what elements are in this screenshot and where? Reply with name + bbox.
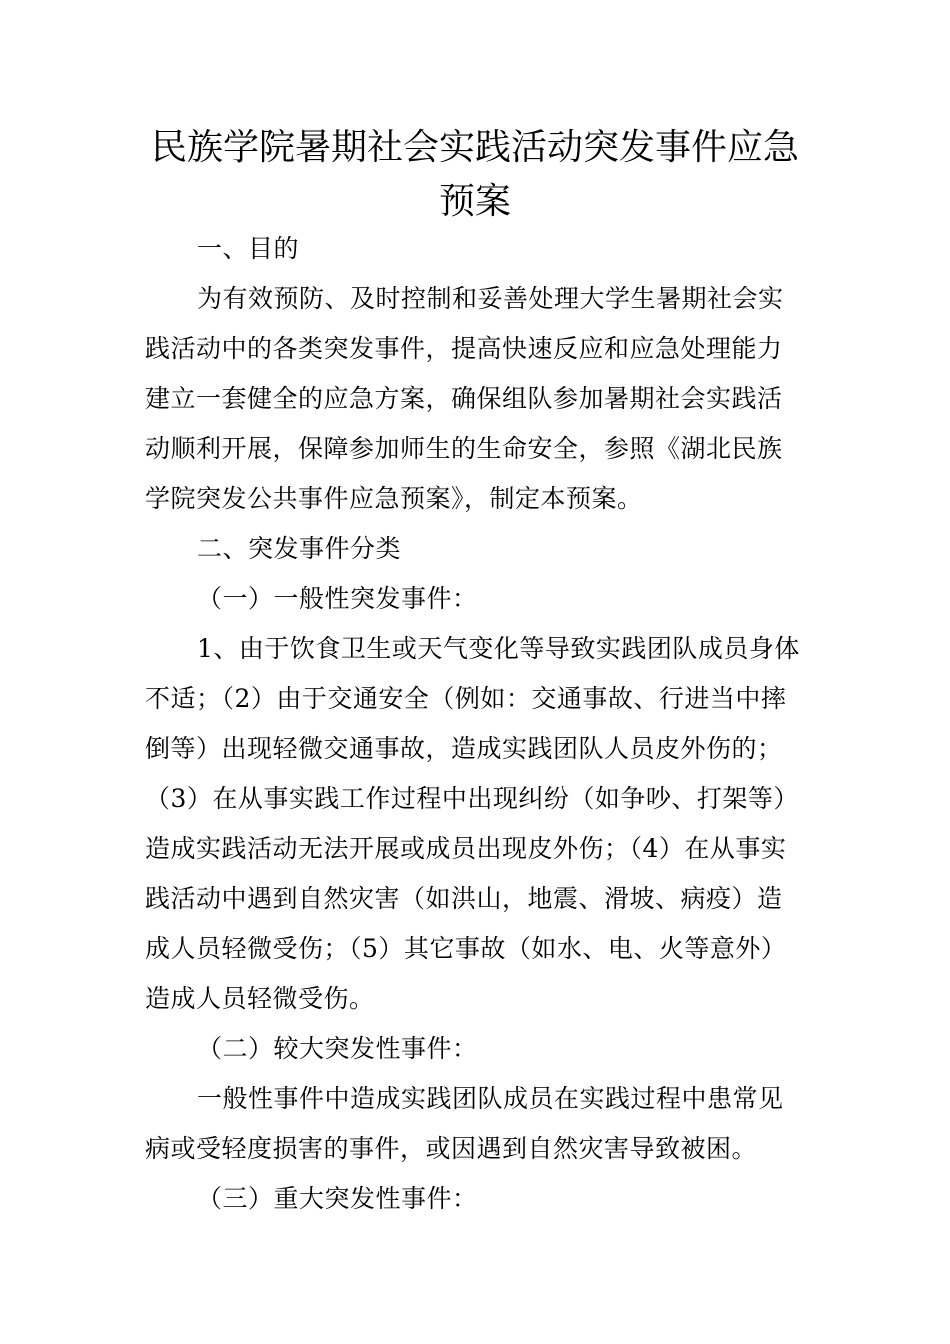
paragraph-line: （3）在从事实践工作过程中出现纠纷（如争吵、打架等） (145, 784, 799, 813)
paragraph-line: 成人员轻微受伤；（5）其它事故（如水、电、火等意外） (145, 934, 787, 963)
paragraph-line: 1、由于饮食卫生或天气变化等导致实践团队成员身体 (197, 634, 800, 663)
paragraph-line: 学院突发公共事件应急预案》，制定本预案。 (145, 484, 643, 513)
section-heading-classification: 二、突发事件分类 (197, 534, 402, 563)
paragraph-line: 动顺利开展，保障参加师生的生命安全，参照《湖北民族 (145, 434, 783, 463)
paragraph-line: 造成实践活动无法开展或成员出现皮外伤；（4）在从事实 (145, 834, 787, 863)
paragraph-line: 一般性事件中造成实践团队成员在实践过程中患常见 (197, 1084, 784, 1113)
subheading-general-events: （一）一般性突发事件： (197, 584, 478, 613)
paragraph-line: 为有效预防、及时控制和妥善处理大学生暑期社会实 (197, 284, 784, 313)
paragraph-line: 造成人员轻微受伤。 (145, 984, 375, 1013)
paragraph-line: 病或受轻度损害的事件，或因遇到自然灾害导致被困。 (145, 1134, 758, 1163)
paragraph-line: 建立一套健全的应急方案，确保组队参加暑期社会实践活 (145, 384, 783, 413)
paragraph-line: 践活动中的各类突发事件，提高快速反应和应急处理能力 (145, 334, 783, 363)
document-title-line-1: 民族学院暑期社会实践活动突发事件应急 (150, 127, 799, 168)
subheading-major-events: （二）较大突发性事件： (197, 1034, 478, 1063)
document-title-line-2: 预案 (438, 181, 511, 222)
subheading-serious-events: （三）重大突发性事件： (197, 1184, 478, 1213)
section-heading-purpose: 一、目的 (197, 234, 300, 263)
paragraph-line: 践活动中遇到自然灾害（如洪山，地震、滑坡、病疫）造 (145, 884, 783, 913)
paragraph-line: 倒等）出现轻微交通事故，造成实践团队人员皮外伤的； (145, 734, 783, 763)
paragraph-line: 不适；（2）由于交通安全（例如：交通事故、行进当中摔 (145, 684, 787, 713)
